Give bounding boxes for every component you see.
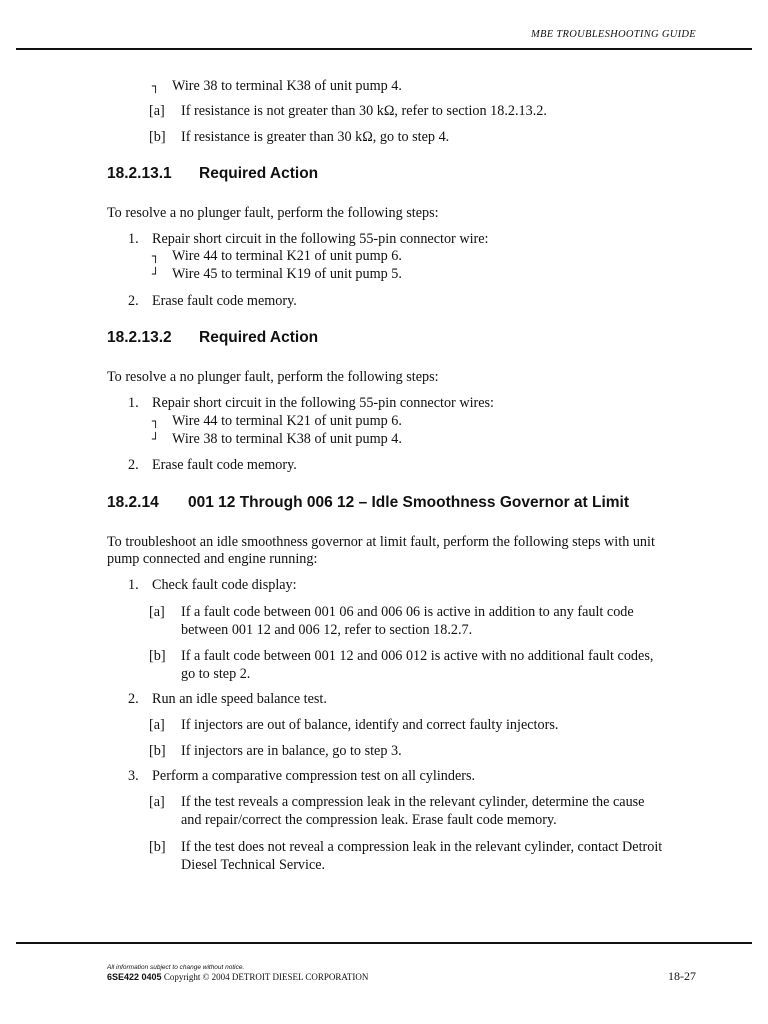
- footer-notice: All information subject to change without notice.: [107, 964, 245, 971]
- sec3-step1a-line1: If a fault code between 001 06 and 006 06 is active in addition to any fault code: [181, 604, 634, 620]
- page-number: 18-27: [668, 969, 696, 983]
- intro-wire-item: ┐ Wire 38 to terminal K38 of unit pump 4.: [152, 78, 402, 94]
- section-number: 18.2.13.2: [107, 329, 172, 346]
- sec2-step2: Erase fault code memory.: [152, 457, 297, 473]
- intro-b-label: [b]: [149, 129, 166, 145]
- sec3-step3b-line1: If the test does not reveal a compression leak in the relevant cylinder, contact Detroit: [181, 839, 663, 855]
- sec1-step2: Erase fault code memory.: [152, 293, 297, 309]
- sec1-lead: To resolve a no plunger fault, perform the following steps:: [107, 205, 439, 221]
- sec3-step3a-label: [a]: [149, 794, 165, 810]
- sec2-step2-num: 2.: [128, 457, 139, 473]
- sec3-step1a-label: [a]: [149, 604, 165, 620]
- sec3-step2a-label: [a]: [149, 717, 165, 733]
- sec1-step1: Repair short circuit in the following 55-pin connector wire:: [152, 231, 489, 247]
- footer-doc-id: 6SE422 0405: [107, 972, 162, 982]
- section-title: Required Action: [199, 165, 319, 182]
- sec3-step3b-line2: Diesel Technical Service.: [181, 857, 326, 873]
- bullet-icon: ┐: [152, 414, 160, 428]
- section-heading-18-2-13-2: [107, 329, 318, 347]
- sec2-lead: To resolve a no plunger fault, perform the following steps:: [107, 369, 439, 385]
- bullet-icon: ┐: [152, 249, 160, 263]
- sec3-step3: Perform a comparative compression test on all cylinders.: [152, 768, 476, 784]
- sec3-lead-line2: pump connected and engine running:: [107, 551, 318, 567]
- footer-copyright: Copyright © 2004 DETROIT DIESEL CORPORATION: [163, 972, 369, 982]
- sec2-step1-num: 1.: [128, 395, 139, 411]
- sec1-wire1: ┐ Wire 44 to terminal K21 of unit pump 6.: [152, 248, 402, 264]
- bullet-icon: ┘: [152, 432, 160, 446]
- sec3-step2a: If injectors are out of balance, identify and correct faulty injectors.: [181, 717, 559, 733]
- section-title: 001 12 Through 006 12 – Idle Smoothness Governor at Limit: [188, 494, 630, 511]
- sec2-wire2: ┘ Wire 38 to terminal K38 of unit pump 4.: [152, 431, 402, 447]
- section-heading-18-2-13-1: [107, 165, 318, 183]
- sec3-step3a-line1: If the test reveals a compression leak in the relevant cylinder, determine the cause: [181, 794, 645, 810]
- sec3-step2-num: 2.: [128, 691, 139, 707]
- section-heading-18-2-14: [107, 494, 629, 512]
- sec3-step1b-line2: go to step 2.: [181, 666, 251, 682]
- intro-b-text: If resistance is greater than 30 kΩ, go to step 4.: [181, 129, 450, 145]
- sec3-step2b-label: [b]: [149, 743, 166, 759]
- section-number: 18.2.13.1: [107, 165, 172, 182]
- sec3-step1a-line2: between 001 12 and 006 12, refer to section 18.2.7.: [181, 622, 473, 638]
- sec2-step1: Repair short circuit in the following 55-pin connector wires:: [152, 395, 494, 411]
- sec3-step1b-label: [b]: [149, 648, 166, 664]
- sec1-step2-num: 2.: [128, 293, 139, 309]
- sec3-step2: Run an idle speed balance test.: [152, 691, 327, 707]
- sec3-step2b: If injectors are in balance, go to step 3.: [181, 743, 402, 759]
- intro-a-label: [a]: [149, 103, 165, 119]
- sec2-wire1: ┐ Wire 44 to terminal K21 of unit pump 6.: [152, 413, 402, 429]
- sec3-step3a-line2: and repair/correct the compression leak. Erase fault code memory.: [181, 812, 557, 828]
- sec3-step1: Check fault code display:: [152, 577, 297, 593]
- section-number: 18.2.14: [107, 494, 159, 511]
- footer-rule: [16, 942, 752, 944]
- header-rule: [16, 48, 752, 50]
- footer-doc-line: [107, 972, 368, 982]
- bullet-icon: ┐: [152, 79, 160, 93]
- sec3-lead-line1: To troubleshoot an idle smoothness governor at limit fault, perform the following steps with unit: [107, 534, 655, 550]
- intro-a-text: If resistance is not greater than 30 kΩ, refer to section 18.2.13.2.: [181, 103, 547, 119]
- bullet-icon: ┘: [152, 267, 160, 281]
- section-title: Required Action: [199, 329, 319, 346]
- sec1-wire2: ┘ Wire 45 to terminal K19 of unit pump 5.: [152, 266, 402, 282]
- header-title: MBE TROUBLESHOOTING GUIDE: [531, 29, 696, 40]
- sec3-step1b-line1: If a fault code between 001 12 and 006 012 is active with no additional fault codes,: [181, 648, 654, 664]
- sec3-step1-num: 1.: [128, 577, 139, 593]
- sec3-step3-num: 3.: [128, 768, 139, 784]
- sec1-step1-num: 1.: [128, 231, 139, 247]
- sec3-step3b-label: [b]: [149, 839, 166, 855]
